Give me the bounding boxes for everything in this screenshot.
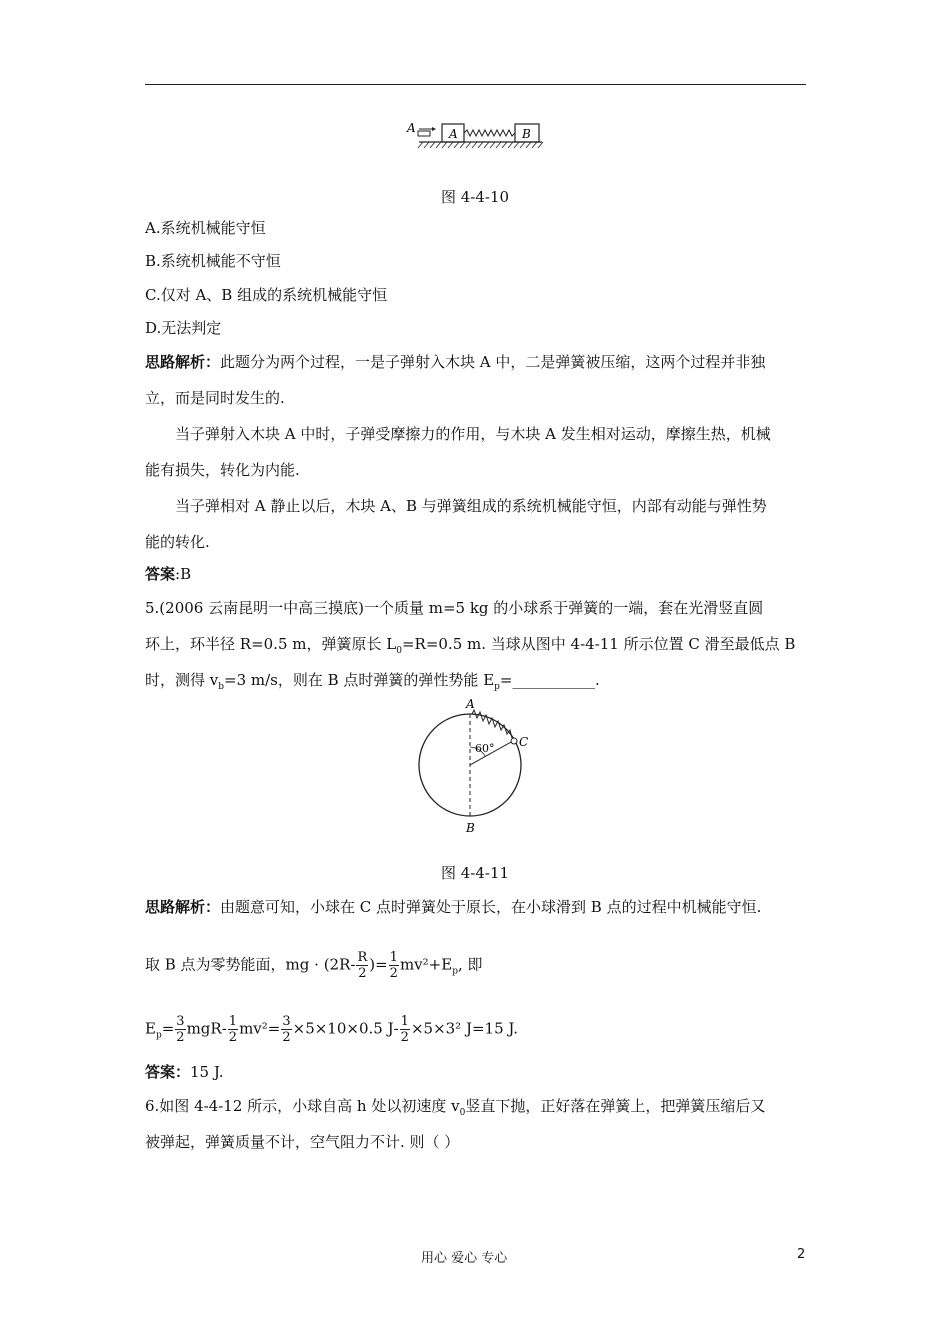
- svg-text:C: C: [519, 735, 529, 749]
- q6-line2: 被弹起，弹簧质量不计，空气阻力不计. 则（ ）: [145, 1133, 460, 1151]
- analysis2-line2: 取 B 点为零势能面，mg · (2R- $\frac{R}{2}$ )= $\frac{1}{2}$ $mv^2+E_p$, 即: [145, 950, 483, 981]
- option-a: A.系统机械能守恒: [145, 219, 266, 237]
- spring: [464, 130, 515, 136]
- analysis1-line1: 思路解析：此题分为两个过程，一是子弹射入木块 A 中，二是弹簧被压缩，这两个过程并非独: [145, 353, 766, 371]
- svg-text:A: A: [466, 697, 475, 711]
- analysis1-line5: 当子弹相对 A 静止以后，木块 A、B 与弹簧组成的系统机械能守恒，内部有动能与弹性势: [175, 497, 767, 515]
- answer-label: 答案: [145, 565, 176, 583]
- analysis1-line4: 能有损失，转化为内能.: [145, 461, 300, 479]
- page-number: 2: [797, 1247, 806, 1262]
- q5-line3: 时，测得 $v_b=3$ m/s，则在 B 点时弹簧的弹性势能 $E_p=\_\_\_\_\_\_\_\_\_\_\_$.: [145, 671, 600, 692]
- analysis2-line3: $E_p=$ $\frac{3}{2}$ mgR- $\frac{1}{2}$ mv²= $\frac{3}{2}$ ×5×10×0.5 J- $\frac{1}{2}$ ×5×3² J=15 J.: [145, 1014, 519, 1045]
- svg-text:B: B: [466, 821, 475, 835]
- q5-line2: 环上，环半径 R=0.5 m，弹簧原长 $L_0=R=0.5$ m. 当球从图中 4-4-11 所示位置 C 滑至最低点 B: [145, 635, 796, 656]
- answer1: 答案:B: [145, 565, 192, 583]
- fig1-label-a: A: [407, 121, 416, 135]
- svg-text:B: B: [522, 127, 531, 141]
- q6-line1: 6.如图 4-4-12 所示，小球自高 h 处以初速度 $v_0$竖直下抛，正好落在弹簧上，把弹簧压缩后又: [145, 1097, 766, 1118]
- figure-bullet-block-spring: [405, 118, 550, 158]
- figure-caption-4-4-11: 图 4-4-11: [441, 864, 510, 882]
- analysis1-line6: 能的转化.: [145, 533, 210, 551]
- option-c: C.仅对 A、B 组成的系统机械能守恒: [145, 286, 388, 304]
- q5-line1: 5.(2006 云南昆明一中高三摸底)一个质量 m=5 kg 的小球系于弹簧的一端，套在光滑竖直圆: [145, 599, 764, 617]
- analysis2-line1: 思路解析：由题意可知，小球在 C 点时弹簧处于原长，在小球滑到 B 点的过程中机械能守恒.: [145, 898, 762, 916]
- figure-circle-spring: [400, 694, 550, 840]
- svg-text:60°: 60°: [475, 742, 495, 755]
- option-b: B.系统机械能不守恒: [145, 252, 281, 270]
- ball: [511, 738, 517, 744]
- svg-text:A: A: [449, 127, 458, 141]
- answer2: 答案：15 J.: [145, 1063, 224, 1081]
- header-rule: [145, 84, 806, 85]
- footer-motto: 用心 爱心 专心: [421, 1251, 508, 1266]
- figure-caption-4-4-10: 图 4-4-10: [441, 188, 510, 206]
- analysis1-line3: 当子弹射入木块 A 中时，子弹受摩擦力的作用，与木块 A 发生相对运动，摩擦生热，机械: [175, 425, 771, 443]
- analysis1-line2: 立，而是同时发生的.: [145, 389, 285, 407]
- option-d: D.无法判定: [145, 319, 222, 337]
- analysis-label: 思路解析：: [145, 353, 221, 371]
